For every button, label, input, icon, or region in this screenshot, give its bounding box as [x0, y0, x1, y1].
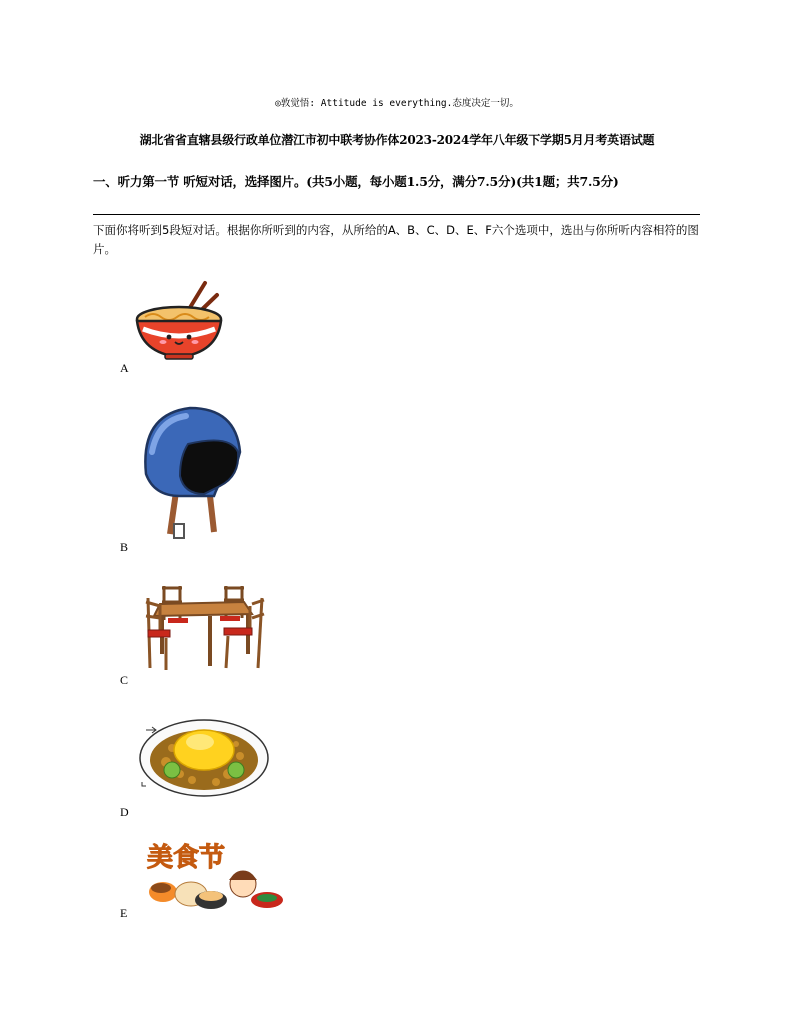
curry-plate-icon — [136, 712, 272, 798]
option-a-image — [135, 279, 225, 365]
option-c-image — [140, 584, 270, 676]
noodle-bowl-icon — [135, 279, 225, 361]
divider — [93, 214, 700, 215]
page-title: 湖北省省直辖县级行政单位潜江市初中联考协作体2023-2024学年八年级下学期5月月考英语试题 — [139, 133, 655, 147]
option-d-label: D — [120, 805, 129, 819]
food-festival-icon — [143, 836, 287, 912]
option-a-label: A — [120, 361, 129, 375]
helmet-icon — [140, 404, 242, 542]
dining-table-icon — [140, 584, 270, 672]
option-e-label: E — [120, 906, 128, 920]
instruction-text: 下面你将听到5段短对话。根据你所听到的内容，从所给的A、B、C、D、E、F六个选项中，选出与你所听内容相符的图片。 — [93, 223, 699, 256]
motto: ◎敦觉悟: Attitude is everything.态度决定一切。 — [275, 98, 519, 109]
option-b-image — [140, 404, 242, 546]
option-e-image — [143, 836, 287, 916]
option-c-label: C — [120, 673, 129, 687]
food-festival-banner: 美食节 — [147, 843, 226, 873]
option-b-label: B — [120, 540, 129, 554]
option-d-image — [136, 712, 272, 802]
section-heading: 一、听力第一节 听短对话，选择图片。(共5小题，每小题1.5分，满分7.5分)(共1题；共7.5分) — [93, 174, 619, 189]
